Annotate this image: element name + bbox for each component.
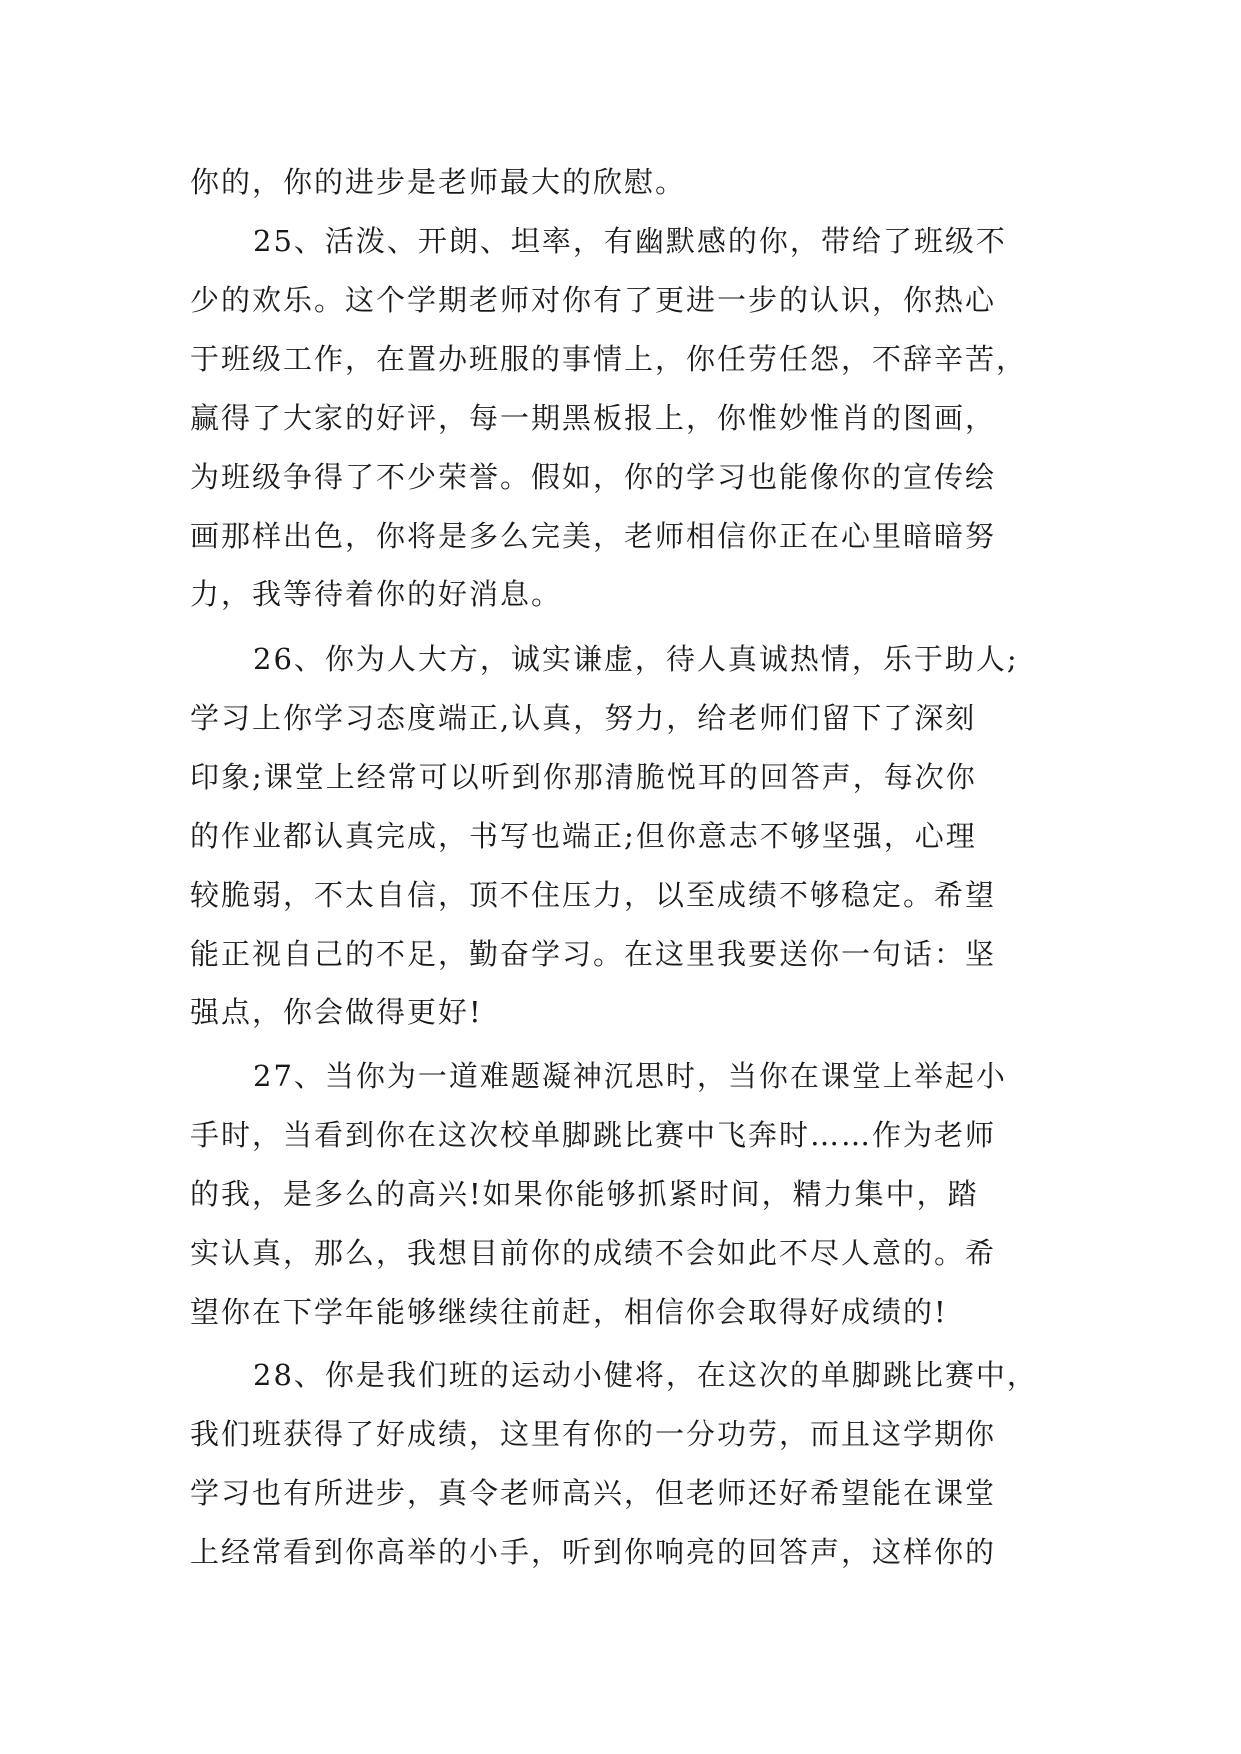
paragraph-continuation: 你的，你的进步是老师最大的欣慰。 <box>190 165 687 199</box>
paragraph-comment-26: 26、你为人大方，诚实谦虚，待人真诚热情，乐于助人; 学习上你学习态度端正,认真，努力，给老师们留下了深刻 印象;课堂上经常可以听到你那清脆悦耳的回答声，每次你 的作业都认真完成，书写也端正;但你意志不够坚强，心理 较脆弱，不太自信，顶不住压力，以至成绩不够稳定。希望 能正视自己的不足，勤奋学习。在这里我要送你一句话：坚 强点，你会做得更好! <box>190 642 1019 1030</box>
paragraph-comment-25: 25、活泼、开朗、坦率，有幽默感的你，带给了班级不 少的欢乐。这个学期老师对你有了更进一步的认识，你热心 于班级工作，在置办班服的事情上，你任劳任怨，不辞辛苦， 赢得了大家的好评，每一期黑板报上，你惟妙惟肖的图画， 为班级争得了不少荣誉。假如，你的学习也能像你的宣传绘 画那样出色，你将是多么完美，老师相信你正在心里暗暗努 力，我等待着你的好消息。 <box>190 224 1028 612</box>
paragraph-comment-28: 28、你是我们班的运动小健将，在这次的单脚跳比赛中， 我们班获得了好成绩，这里有你的一分功劳，而且这学期你 学习也有所进步，真令老师高兴，但老师还好希望能在课堂 上经常看到你高举的小手，听到你响亮的回答声，这样你的 <box>190 1358 1038 1569</box>
paragraph-comment-27: 27、当你为一道难题凝神沉思时，当你在课堂上举起小 手时，当看到你在这次校单脚跳比赛中飞奔时……作为老师 的我，是多么的高兴!如果你能够抓紧时间，精力集中，踏 实认真，那么，我想目前你的成绩不会如此不尽人意的。希 望你在下学年能够继续往前赶，相信你会取得好成绩的! <box>190 1059 1007 1329</box>
